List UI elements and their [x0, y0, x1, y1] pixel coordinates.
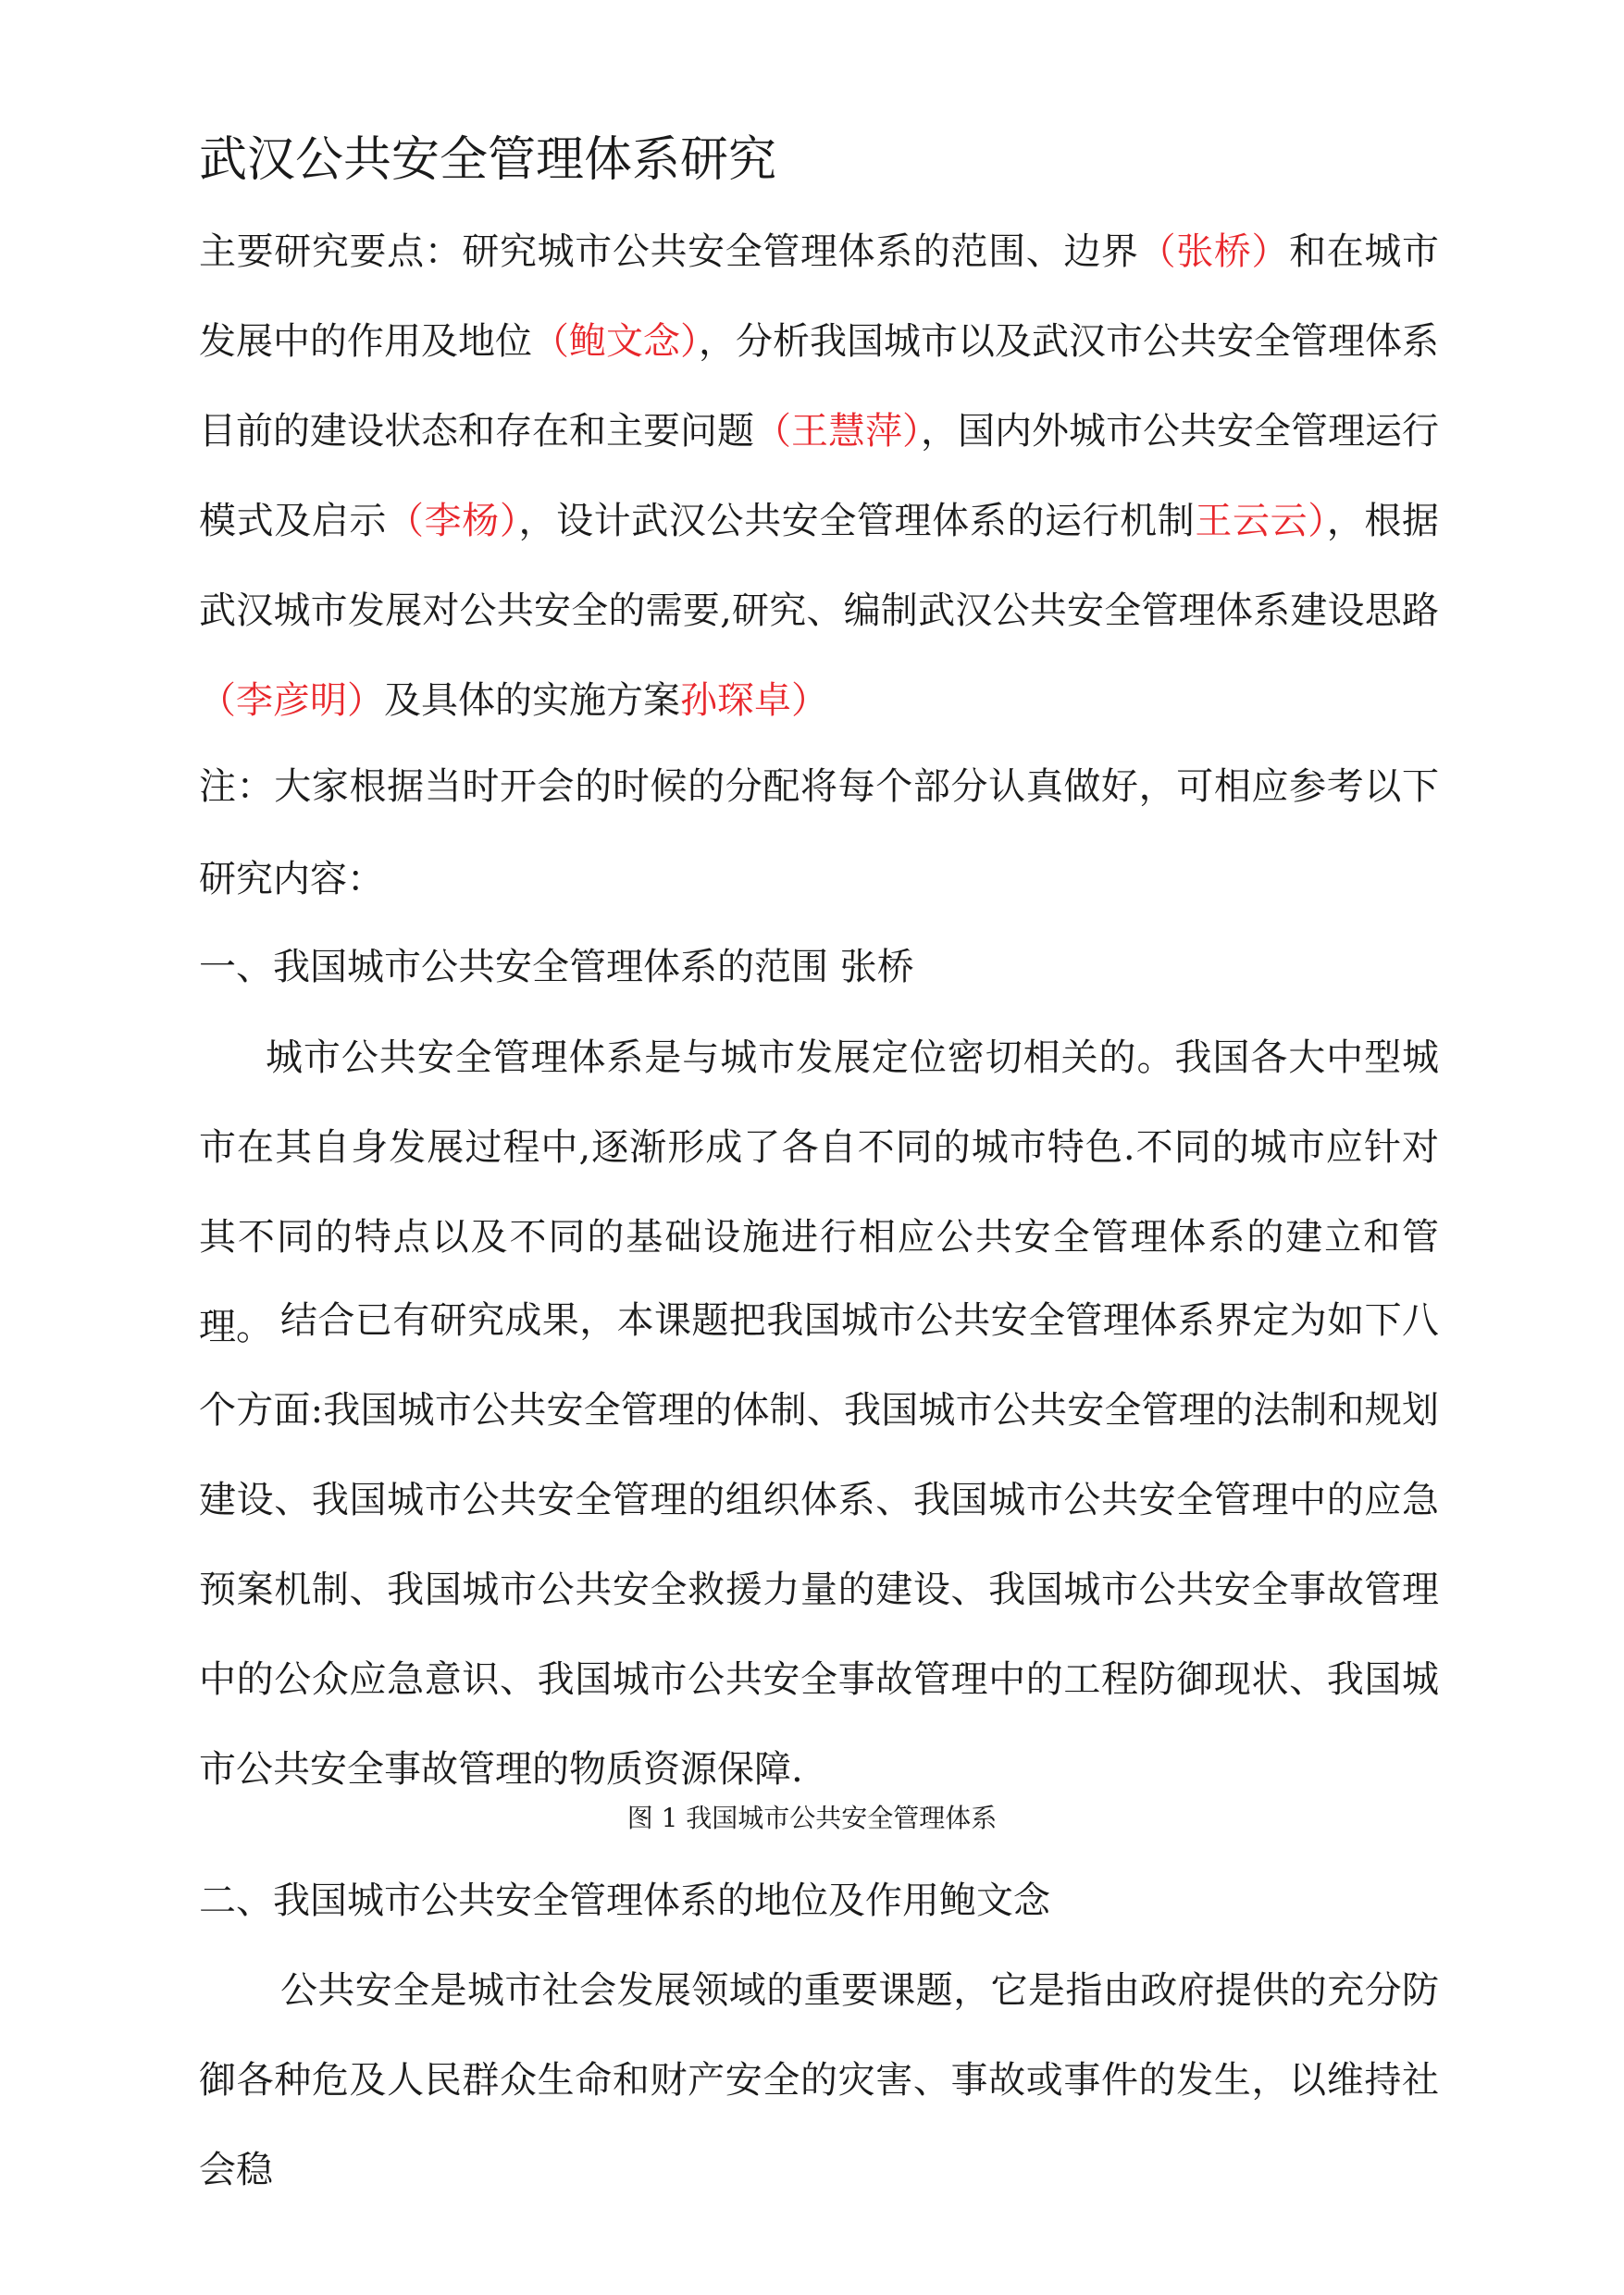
- section-2-paragraph-1: 公共安全是城市社会发展领域的重要课题，它是指由政府提供的充分防御各种危及人民群众生命和财产安全的灾害、事故或事件的发生，以维持社会稳: [199, 1969, 1439, 2191]
- assignee-name: （王慧萍）: [754, 410, 921, 453]
- section-1-paragraph-2: 结合已有研究成果，本课题把我国城市公共安全管理体系界定为如下八个方面:我国城市公共安全管理的体制、我国城市公共安全管理的法制和规划建设、我国城市公共安全管理的组织体系、我国城市公共安全管理中的应急预案机制、我国城市公共安全救援力量的建设、我国城市公共安全事故管理中的公众应急意识、我国城市公共安全事故管理中的工程防御现状、我国城市公共安全事故管理的物质资源保障.: [199, 1299, 1439, 1791]
- assignee-name: 王云云）: [1195, 500, 1327, 542]
- assignee-name: （鲍文念）: [532, 320, 699, 363]
- section-1-paragraph-1: 城市公共安全管理体系是与城市发展定位密切相关的。我国各大中型城市在其自身发展过程中,逐渐形成了各自不同的城市特色.不同的城市应针对其不同的特点以及不同的基础设施进行相应公共安全管理体系的建立和管理。: [199, 1036, 1439, 1348]
- section-1-heading: 一、我国城市公共安全管理体系的范围 张桥: [199, 946, 914, 988]
- research-points-paragraph: 主要研究要点：研究城市公共安全管理体系的范围、边界（张桥）和在城市发展中的作用及地位（鲍文念），分析我国城市以及武汉市公共安全管理体系目前的建设状态和存在和主要问题（王慧萍），国内外城市公共安全管理运行模式及启示（李杨），设计武汉公共安全管理体系的运行机制王云云），根据武汉城市发展对公共安全的需要,研究、编制武汉公共安全管理体系建设思路（李彦明）及具体的实施方案孙琛卓）: [199, 230, 1440, 722]
- document-title: 武汉公共安全管理体系研究: [199, 132, 777, 188]
- assignee-name: 孙琛卓）: [680, 679, 828, 722]
- assignee-name: （张桥）: [1138, 230, 1290, 273]
- assignee-name: （李杨）: [387, 500, 519, 542]
- section-2-heading: 二、我国城市公共安全管理体系的地位及作用鲍文念: [199, 1879, 1050, 1922]
- assignee-name: （李彦明）: [199, 679, 384, 722]
- figure-caption: 图 1 我国城市公共安全管理体系: [626, 1803, 998, 1833]
- note-paragraph: 注：大家根据当时开会的时候的分配将每个部分认真做好，可相应参考以下研究内容：: [199, 765, 1439, 900]
